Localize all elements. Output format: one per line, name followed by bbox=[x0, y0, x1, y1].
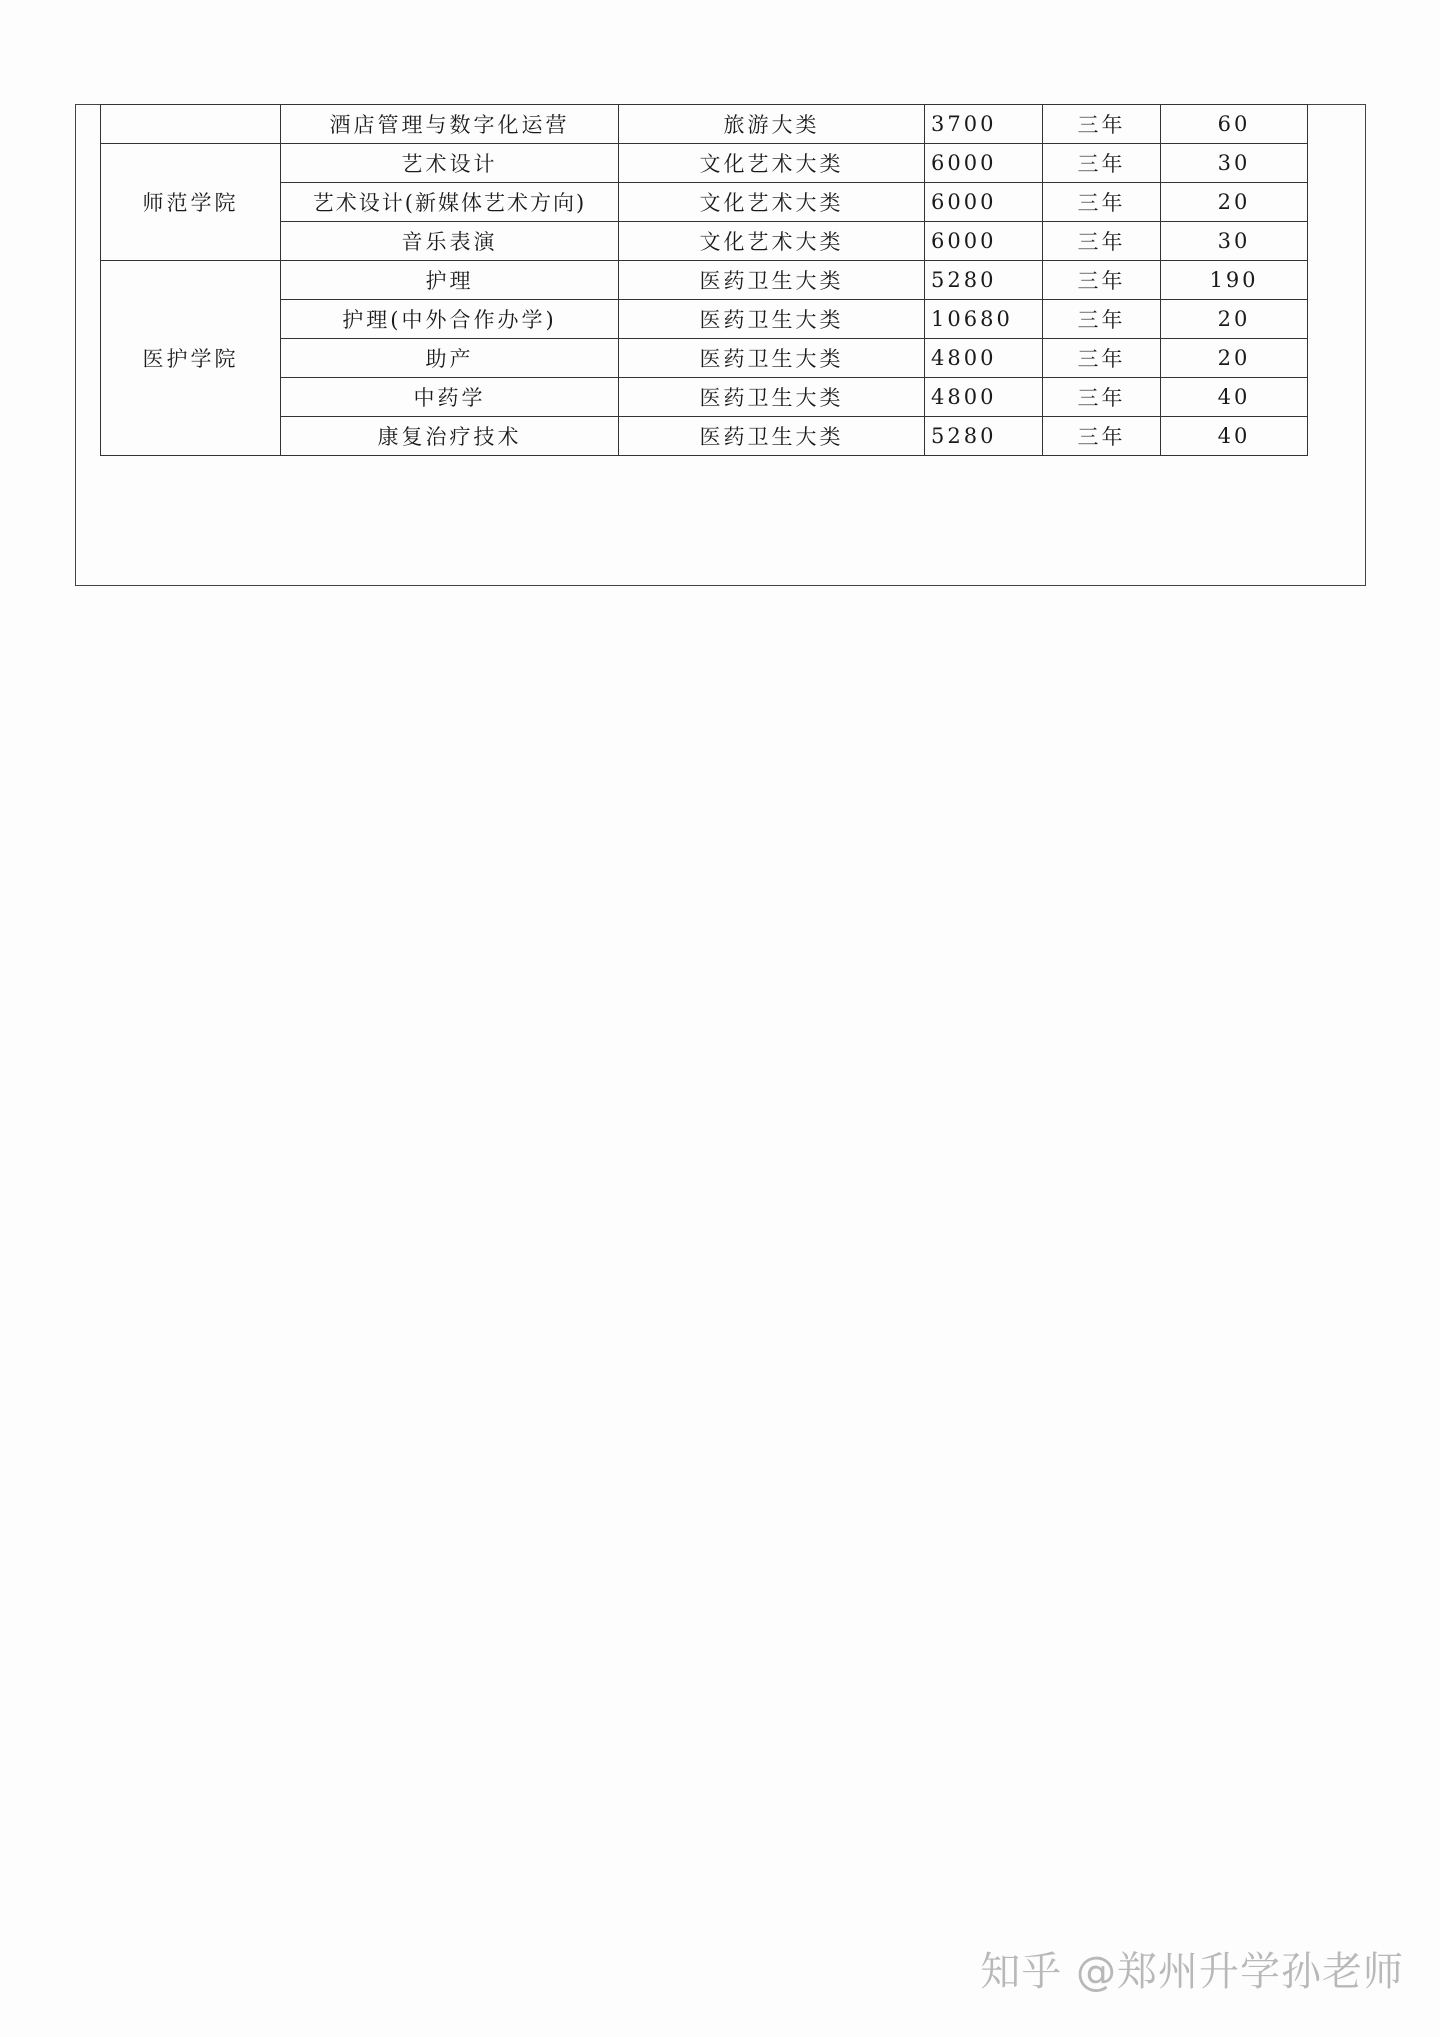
major-cell: 艺术设计 bbox=[281, 144, 619, 183]
duration-cell: 三年 bbox=[1043, 378, 1161, 417]
tuition-cell: 5280 bbox=[925, 417, 1043, 456]
table-row bbox=[101, 300, 1308, 339]
quota-cell: 40 bbox=[1161, 378, 1308, 417]
quota-cell: 40 bbox=[1161, 417, 1308, 456]
table-row bbox=[101, 261, 1308, 300]
quota-cell: 190 bbox=[1161, 261, 1308, 300]
tuition-cell: 4800 bbox=[925, 378, 1043, 417]
major-cell: 助产 bbox=[281, 339, 619, 378]
major-cell: 护理(中外合作办学) bbox=[281, 300, 619, 339]
category-cell: 医药卫生大类 bbox=[619, 339, 925, 378]
tuition-cell: 3700 bbox=[925, 105, 1043, 144]
category-cell: 文化艺术大类 bbox=[619, 144, 925, 183]
tuition-cell: 5280 bbox=[925, 261, 1043, 300]
major-cell: 酒店管理与数字化运营 bbox=[281, 105, 619, 144]
table-row bbox=[101, 222, 1308, 261]
major-cell: 音乐表演 bbox=[281, 222, 619, 261]
quota-cell: 30 bbox=[1161, 222, 1308, 261]
tuition-cell: 10680 bbox=[925, 300, 1043, 339]
category-cell: 文化艺术大类 bbox=[619, 222, 925, 261]
category-cell: 医药卫生大类 bbox=[619, 417, 925, 456]
duration-cell: 三年 bbox=[1043, 144, 1161, 183]
table-row bbox=[101, 339, 1308, 378]
college-cell bbox=[101, 105, 281, 144]
majors-table bbox=[100, 104, 1308, 456]
college-cell: 师范学院 bbox=[101, 144, 281, 261]
college-cell: 医护学院 bbox=[101, 261, 281, 456]
major-cell: 艺术设计(新媒体艺术方向) bbox=[281, 183, 619, 222]
duration-cell: 三年 bbox=[1043, 105, 1161, 144]
tuition-cell: 6000 bbox=[925, 183, 1043, 222]
category-cell: 旅游大类 bbox=[619, 105, 925, 144]
quota-cell: 30 bbox=[1161, 144, 1308, 183]
category-cell: 医药卫生大类 bbox=[619, 378, 925, 417]
major-cell: 中药学 bbox=[281, 378, 619, 417]
quota-cell: 20 bbox=[1161, 339, 1308, 378]
duration-cell: 三年 bbox=[1043, 339, 1161, 378]
tuition-cell: 4800 bbox=[925, 339, 1043, 378]
category-cell: 医药卫生大类 bbox=[619, 300, 925, 339]
duration-cell: 三年 bbox=[1043, 183, 1161, 222]
duration-cell: 三年 bbox=[1043, 417, 1161, 456]
zhihu-watermark: 知乎 @郑州升学孙老师 bbox=[980, 1949, 1404, 1995]
tuition-cell: 6000 bbox=[925, 222, 1043, 261]
major-cell: 护理 bbox=[281, 261, 619, 300]
duration-cell: 三年 bbox=[1043, 261, 1161, 300]
duration-cell: 三年 bbox=[1043, 300, 1161, 339]
table-row bbox=[101, 378, 1308, 417]
tuition-cell: 6000 bbox=[925, 144, 1043, 183]
category-cell: 医药卫生大类 bbox=[619, 261, 925, 300]
major-cell: 康复治疗技术 bbox=[281, 417, 619, 456]
quota-cell: 20 bbox=[1161, 300, 1308, 339]
quota-cell: 20 bbox=[1161, 183, 1308, 222]
table-row bbox=[101, 105, 1308, 144]
category-cell: 文化艺术大类 bbox=[619, 183, 925, 222]
table-row bbox=[101, 417, 1308, 456]
quota-cell: 60 bbox=[1161, 105, 1308, 144]
table-row bbox=[101, 183, 1308, 222]
table-row bbox=[101, 144, 1308, 183]
duration-cell: 三年 bbox=[1043, 222, 1161, 261]
